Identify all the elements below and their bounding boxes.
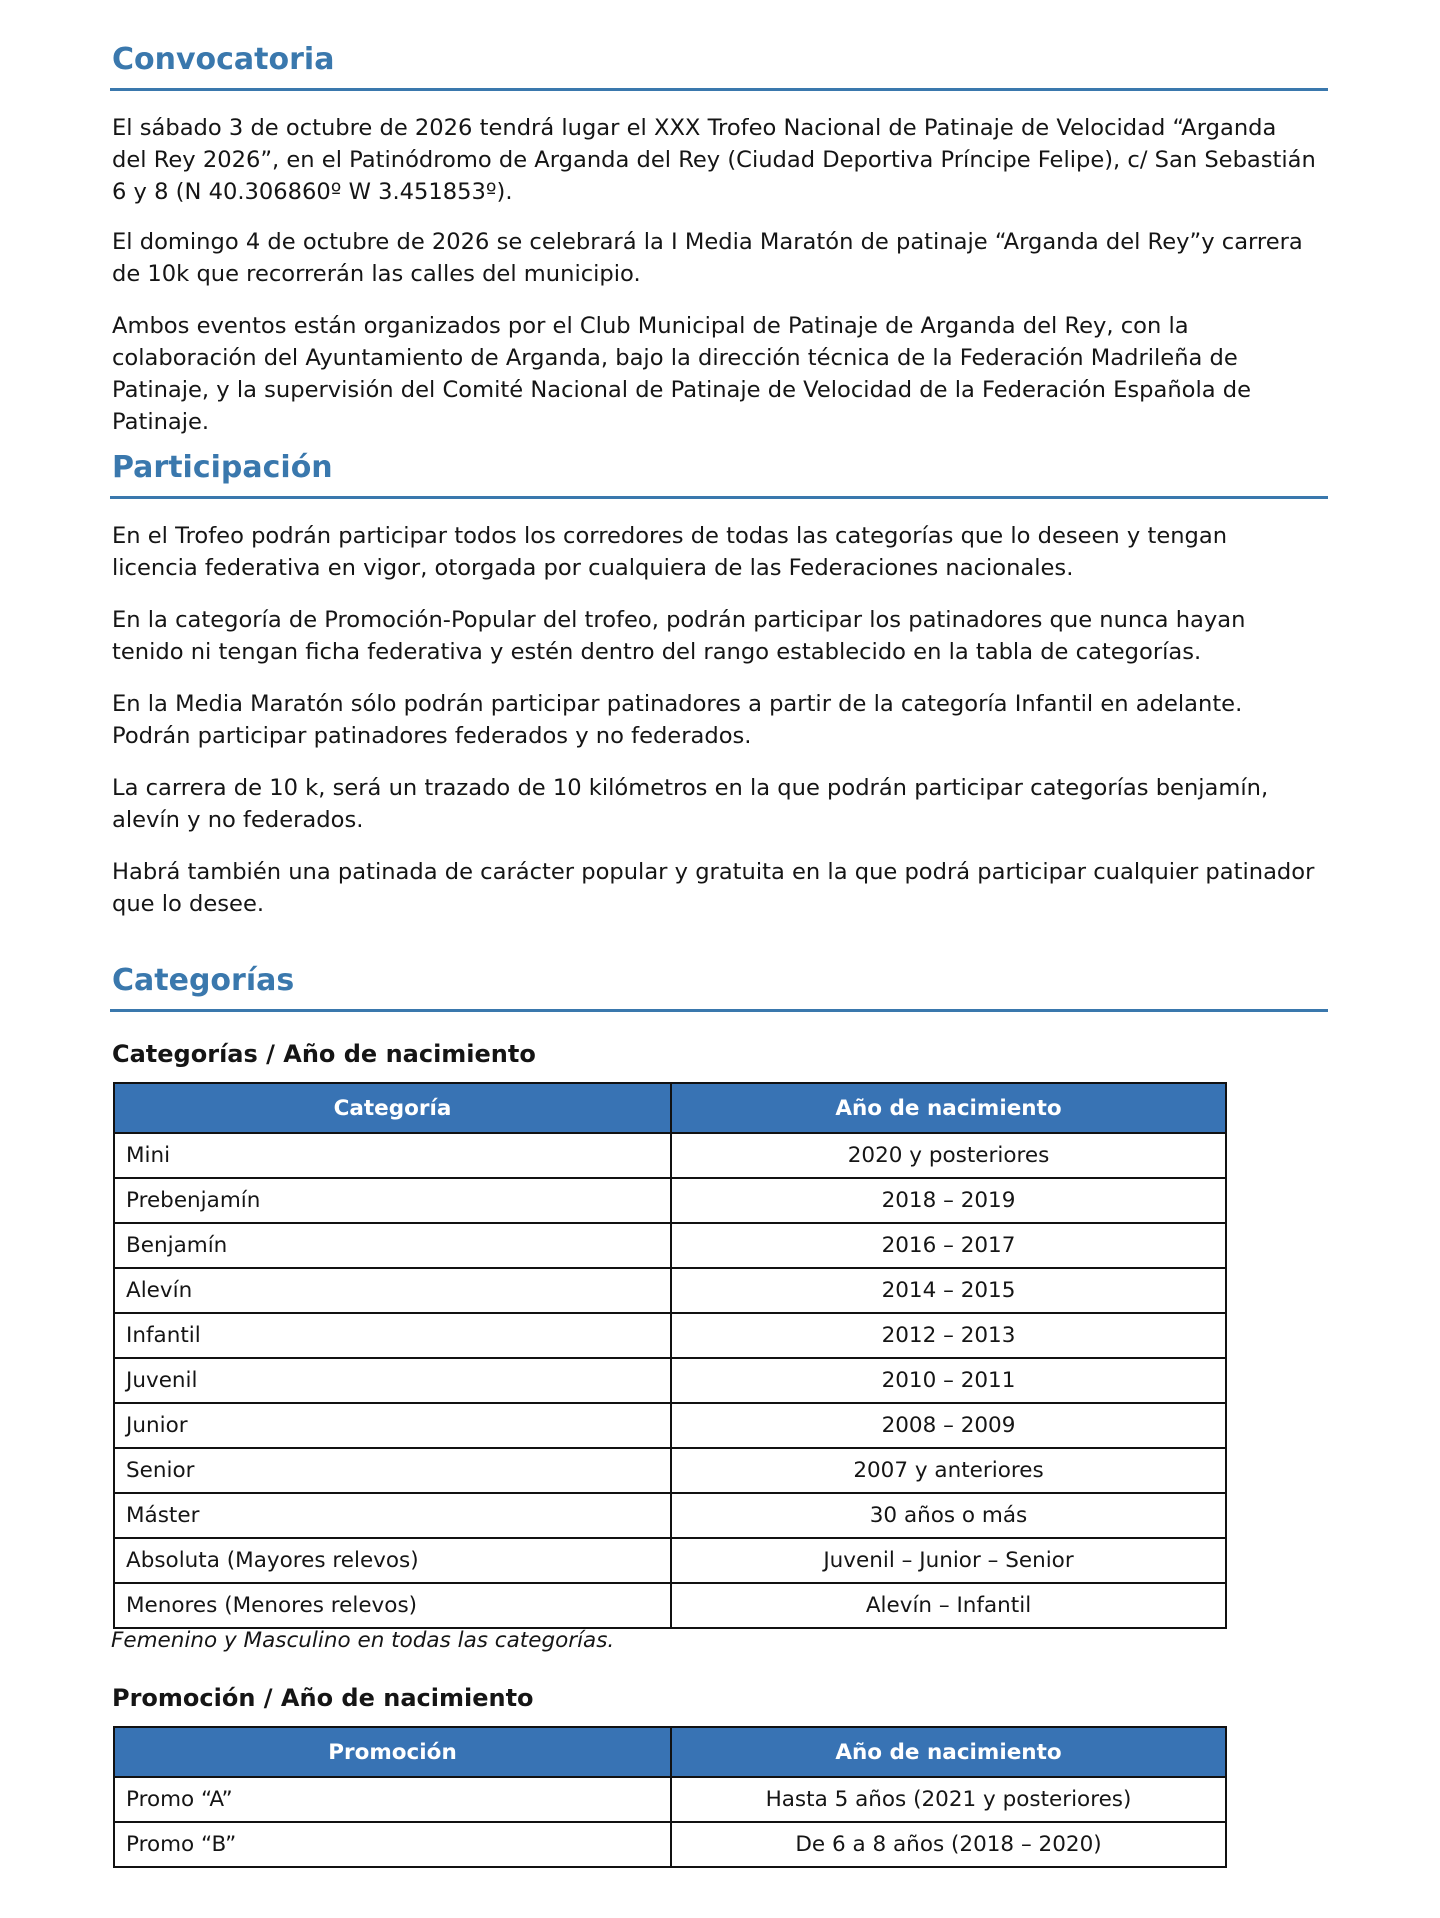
table-cell-birth-year: 2007 y anteriores <box>671 1448 1226 1493</box>
table-row <box>114 1583 1226 1628</box>
paragraph: La carrera de 10 k, será un trazado de 10 kilómetros en la que podrán participar categorías benjamín, alevín y no federados. <box>112 775 1269 833</box>
paragraph: En el Trofeo podrán participar todos los corredores de todas las categorías que lo deseen y tengan licencia federativa en vigor, otorgada por cualquiera de las Federaciones nacionales. <box>112 523 1228 581</box>
table-cell-name: Infantil <box>114 1313 671 1358</box>
section-divider <box>110 1009 1328 1012</box>
table-row <box>114 1313 1226 1358</box>
table-cell-name: Benjamín <box>114 1223 671 1268</box>
column-header-ano-nacimiento: Año de nacimiento <box>671 1727 1226 1777</box>
table-caption-promocion: Promoción / Año de nacimiento <box>112 1684 534 1712</box>
table-caption-categorias: Categorías / Año de nacimiento <box>112 1040 536 1068</box>
section-convocatoria <box>110 40 1328 91</box>
table-note: Femenino y Masculino en todas las categorías. <box>111 1628 615 1653</box>
section-divider <box>110 496 1328 499</box>
table-row <box>114 1358 1226 1403</box>
table-row <box>114 1403 1226 1448</box>
table-row <box>114 1178 1226 1223</box>
table-cell-name: Junior <box>114 1403 671 1448</box>
table-cell-birth-year: 2012 – 2013 <box>671 1313 1226 1358</box>
table-cell-birth-year: 2016 – 2017 <box>671 1223 1226 1268</box>
column-header-categoria: Categoría <box>114 1083 671 1133</box>
table-row <box>114 1493 1226 1538</box>
table-cell-name: Juvenil <box>114 1358 671 1403</box>
section-title-categorias: Categorías <box>112 963 295 998</box>
paragraph: En la Media Maratón sólo podrán participar patinadores a partir de la categoría Infantil en adelante. Podrán participar patinadores federados y no federados. <box>112 691 1243 749</box>
table-cell-birth-year: 2020 y posteriores <box>671 1133 1226 1178</box>
paragraph: Habrá también una patinada de carácter popular y gratuita en la que podrá participar cualquier patinador que lo desee. <box>112 859 1315 917</box>
table-cell-birth-year: 2018 – 2019 <box>671 1178 1226 1223</box>
column-header-promocion: Promoción <box>114 1727 671 1777</box>
table-row <box>114 1268 1226 1313</box>
table-row <box>114 1133 1226 1178</box>
paragraph: Ambos eventos están organizados por el Club Municipal de Patinaje de Arganda del Rey, con la colaboración del Ayuntamiento de Arganda, bajo la dirección técnica de la Federación Madrileña de Patinaje, y la supervisión del Comité Nacional de Patinaje de Velocidad de la Federación Española de Patinaje. <box>112 313 1252 435</box>
table-cell-name: Promo “A” <box>114 1777 671 1822</box>
table-header-row <box>114 1727 1226 1777</box>
table-cell-birth-year: De 6 a 8 años (2018 – 2020) <box>671 1822 1226 1867</box>
table-cell-name: Máster <box>114 1493 671 1538</box>
paragraph: En la categoría de Promoción-Popular del trofeo, podrán participar los patinadores que nunca hayan tenido ni tengan ficha federativa y estén dentro del rango establecido en la tabla de categorías. <box>112 607 1246 665</box>
table-cell-name: Absoluta (Mayores relevos) <box>114 1538 671 1583</box>
table-cell-birth-year: 30 años o más <box>671 1493 1226 1538</box>
table-cell-name: Mini <box>114 1133 671 1178</box>
table-row <box>114 1223 1226 1268</box>
table-cell-name: Promo “B” <box>114 1822 671 1867</box>
table-cell-birth-year: 2014 – 2015 <box>671 1268 1226 1313</box>
paragraph: El sábado 3 de octubre de 2026 tendrá lugar el XXX Trofeo Nacional de Patinaje de Velocidad “Arganda del Rey 2026”, en el Patinódromo de Arganda del Rey (Ciudad Deportiva Príncipe Felipe), c/ San Sebastián 6 y 8 (N 40.306860º W 3.451853º). <box>112 115 1316 205</box>
table-row <box>114 1822 1226 1867</box>
table-cell-name: Senior <box>114 1448 671 1493</box>
paragraph: El domingo 4 de octubre de 2026 se celebrará la I Media Maratón de patinaje “Arganda del Rey”y carrera de 10k que recorrerán las calles del municipio. <box>112 229 1303 287</box>
table-row <box>114 1777 1226 1822</box>
section-categorias <box>110 961 1328 1012</box>
column-header-ano-nacimiento: Año de nacimiento <box>671 1083 1226 1133</box>
table-cell-name: Menores (Menores relevos) <box>114 1583 671 1628</box>
table-cell-birth-year: Alevín – Infantil <box>671 1583 1226 1628</box>
section-title-convocatoria: Convocatoria <box>112 42 335 77</box>
section-title-participacion: Participación <box>112 450 333 485</box>
section-divider <box>110 88 1328 91</box>
table-cell-birth-year: Hasta 5 años (2021 y posteriores) <box>671 1777 1226 1822</box>
table-cell-name: Alevín <box>114 1268 671 1313</box>
categories-table <box>113 1082 1227 1629</box>
table-cell-birth-year: Juvenil – Junior – Senior <box>671 1538 1226 1583</box>
promotion-table <box>113 1726 1227 1868</box>
table-cell-birth-year: 2010 – 2011 <box>671 1358 1226 1403</box>
table-row <box>114 1538 1226 1583</box>
table-cell-birth-year: 2008 – 2009 <box>671 1403 1226 1448</box>
section-participacion <box>110 448 1328 499</box>
table-row <box>114 1448 1226 1493</box>
table-cell-name: Prebenjamín <box>114 1178 671 1223</box>
table-header-row <box>114 1083 1226 1133</box>
